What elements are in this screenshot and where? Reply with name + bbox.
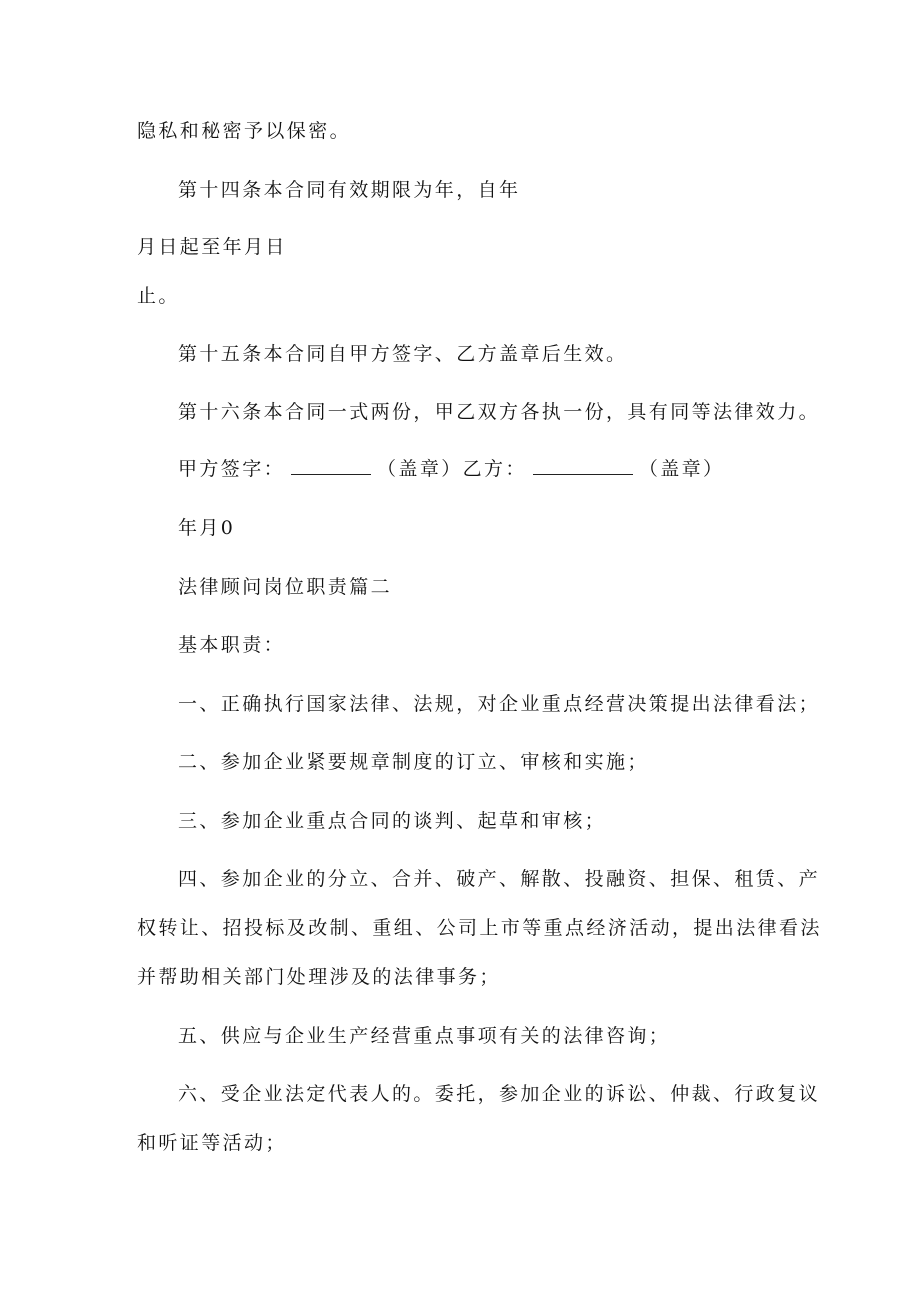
text-line: 四、参加企业的分立、合并、破产、解散、投融资、担保、租赁、产	[178, 868, 821, 890]
text-line: 和听证等活动；	[137, 1132, 287, 1154]
text-line: 第十四条本合同有效期限为年，自年	[178, 179, 521, 201]
party-b-label: 乙方：	[462, 458, 527, 480]
text-line: 隐私和秘密予以保密。	[137, 120, 352, 142]
party-a-seal: （盖章）	[377, 458, 463, 480]
text-line: 月日起至年月日	[137, 236, 287, 258]
text-line: 基本职责：	[178, 634, 286, 656]
text-line: 并帮助相关部门处理涉及的法律事务；	[137, 966, 501, 988]
text-line: 第十五条本合同自甲方签字、乙方盖章后生效。	[178, 343, 628, 365]
text-line: 五、供应与企业生产经营重点事项有关的法律咨询；	[178, 1025, 671, 1047]
section-title: 法律顾问岗位职责篇二	[178, 576, 393, 598]
party-a-label: 甲方签字：	[178, 458, 286, 480]
text-line: 一、正确执行国家法律、法规，对企业重点经营决策提出法律看法；	[178, 693, 821, 715]
text-line: 二、参加企业紧要规章制度的订立、审核和实施；	[178, 751, 649, 773]
text-line: 权转让、招投标及改制、重组、公司上市等重点经济活动，提出法律看法	[137, 917, 822, 939]
text-line: 第十六条本合同一式两份，甲乙双方各执一份，具有同等法律效力。	[178, 401, 821, 423]
party-b-seal: （盖章）	[638, 458, 725, 480]
party-b-blank	[533, 456, 633, 475]
party-a-blank	[291, 456, 371, 475]
text-line: 六、受企业法定代表人的。委托，参加企业的诉讼、仲裁、行政复议	[178, 1083, 821, 1105]
text-line: 止。	[137, 285, 180, 307]
date-line: 年月0	[178, 517, 236, 539]
text-line: 三、参加企业重点合同的谈判、起草和审核；	[178, 810, 607, 832]
signature-line	[178, 455, 724, 483]
